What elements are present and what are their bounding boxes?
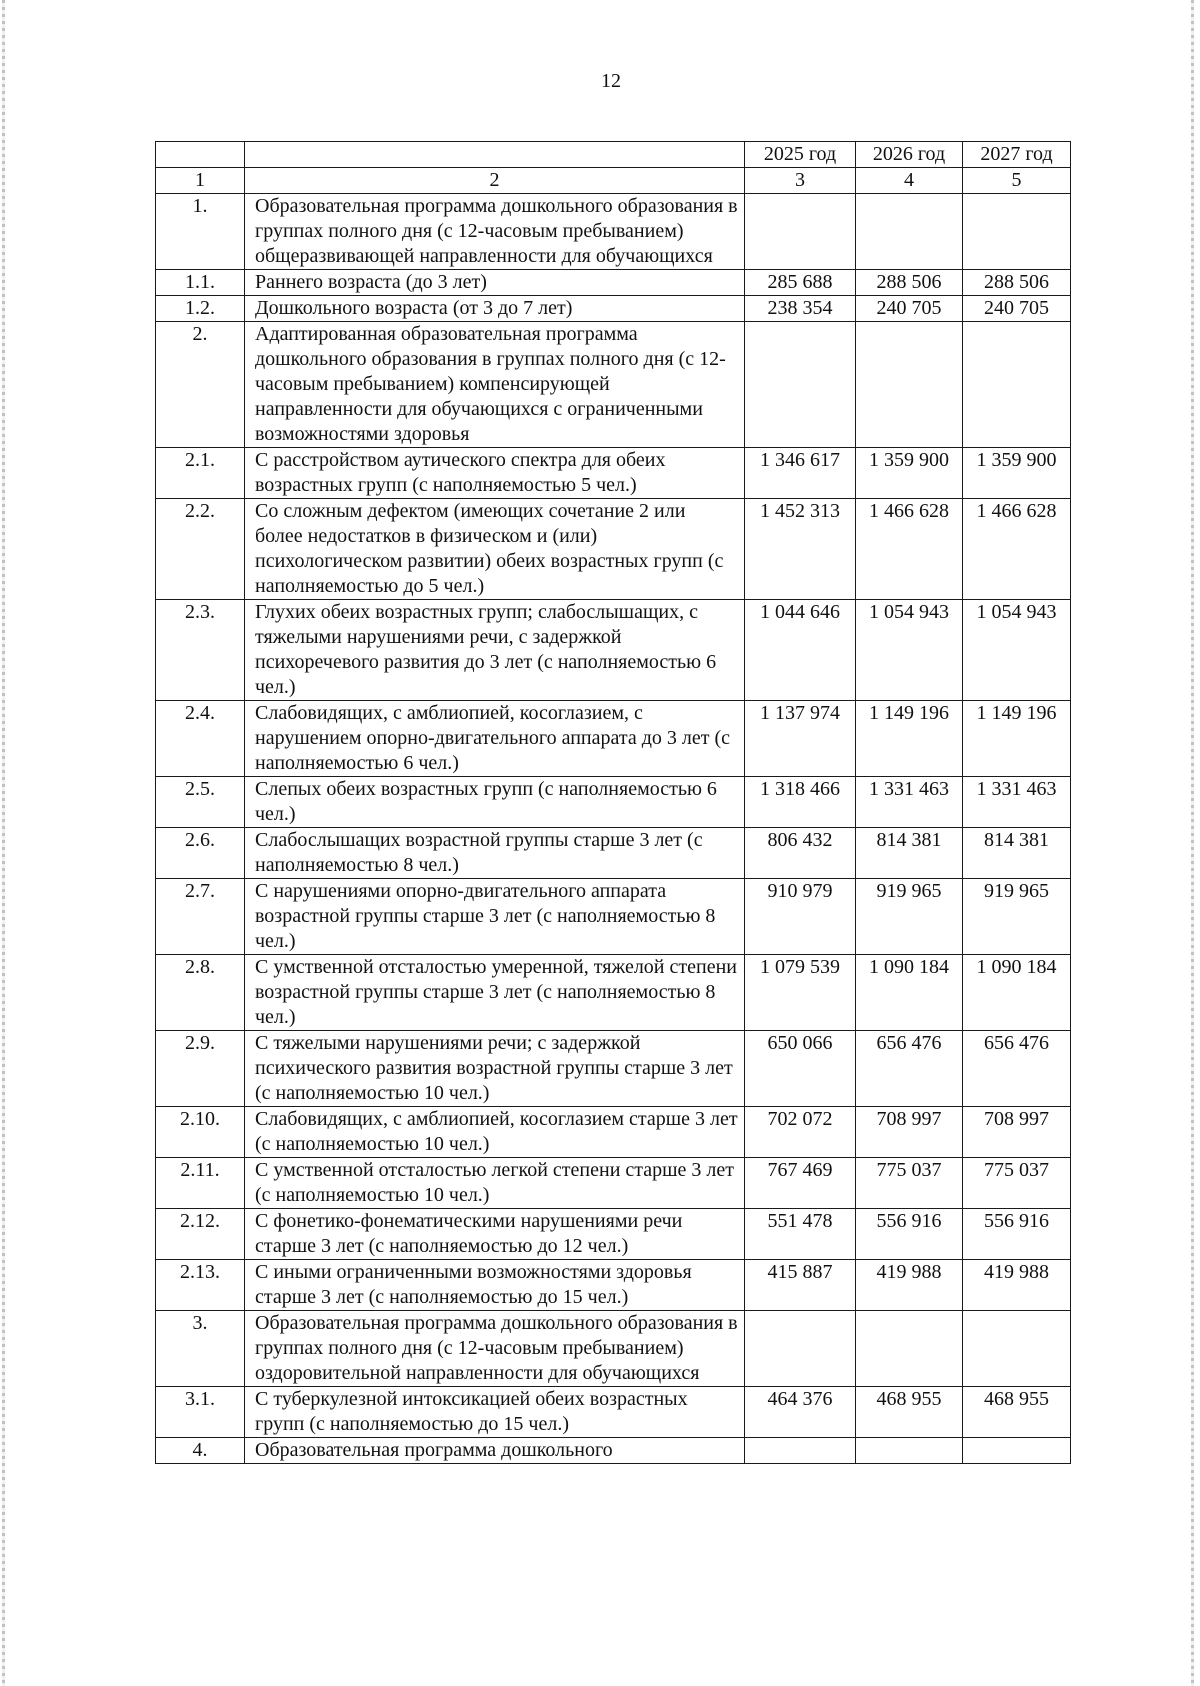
- row-value-2026: 1 466 628: [856, 499, 963, 600]
- row-description-cell: Образовательная программа дошкольного: [245, 1438, 745, 1464]
- row-description-cell: С фонетико-фонематическими нарушениями речи старше 3 лет (с наполняемостью до 12 чел.): [245, 1209, 745, 1260]
- row-value-2025: [745, 194, 856, 270]
- row-number-cell: 2.12.: [156, 1209, 245, 1260]
- row-value-2026: 708 997: [856, 1107, 963, 1158]
- row-description-cell: С нарушениями опорно-двигательного аппарата возрастной группы старше 3 лет (с наполняемостью 8 чел.): [245, 879, 745, 955]
- row-number-cell: 4.: [156, 1438, 245, 1464]
- row-number-cell: 2.3.: [156, 600, 245, 701]
- header-row: [156, 142, 1071, 168]
- row-value-2025: 1 318 466: [745, 777, 856, 828]
- row-number-cell: 2.13.: [156, 1260, 245, 1311]
- header-year-2027: 2027 год: [963, 142, 1071, 168]
- header-num-cell: [156, 142, 245, 168]
- table-row: [156, 955, 1071, 1031]
- row-value-2027: 708 997: [963, 1107, 1071, 1158]
- row-value-2026: 814 381: [856, 828, 963, 879]
- row-description-cell: С умственной отсталостью легкой степени старше 3 лет (с наполняемостью 10 чел.): [245, 1158, 745, 1209]
- row-value-2025: 1 346 617: [745, 448, 856, 499]
- row-value-2026: [856, 322, 963, 448]
- row-value-2025: 650 066: [745, 1031, 856, 1107]
- row-number-cell: 2.11.: [156, 1158, 245, 1209]
- table-body: [156, 142, 1071, 1464]
- column-number-4: 4: [856, 168, 963, 194]
- row-value-2025: 910 979: [745, 879, 856, 955]
- header-year-2025: 2025 год: [745, 142, 856, 168]
- row-value-2025: 702 072: [745, 1107, 856, 1158]
- row-number-cell: 2.1.: [156, 448, 245, 499]
- row-description-cell: С тяжелыми нарушениями речи; с задержкой психического развития возрастной группы старше 3 лет (с наполняемостью 10 чел.): [245, 1031, 745, 1107]
- row-number-cell: 3.1.: [156, 1387, 245, 1438]
- scan-edge-right: [1191, 0, 1194, 1686]
- row-value-2027: 240 705: [963, 296, 1071, 322]
- row-description-cell: С умственной отсталостью умеренной, тяжелой степени возрастной группы старше 3 лет (с наполняемостью 8 чел.): [245, 955, 745, 1031]
- table-row: [156, 1031, 1071, 1107]
- row-value-2027: 919 965: [963, 879, 1071, 955]
- row-value-2025: [745, 1311, 856, 1387]
- row-value-2027: 288 506: [963, 270, 1071, 296]
- row-value-2027: 814 381: [963, 828, 1071, 879]
- row-value-2026: 556 916: [856, 1209, 963, 1260]
- table-row: [156, 448, 1071, 499]
- row-value-2025: 464 376: [745, 1387, 856, 1438]
- row-value-2026: 775 037: [856, 1158, 963, 1209]
- row-description-cell: Слабослышащих возрастной группы старше 3 лет (с наполняемостью 8 чел.): [245, 828, 745, 879]
- table-row: [156, 270, 1071, 296]
- row-number-cell: 2.6.: [156, 828, 245, 879]
- header-year-2026: 2026 год: [856, 142, 963, 168]
- table-row: [156, 296, 1071, 322]
- row-description-cell: Глухих обеих возрастных групп; слабослышащих, с тяжелыми нарушениями речи, с задержкой психоречевого развития до 3 лет (с наполняемостью 6 чел.): [245, 600, 745, 701]
- row-description-cell: Адаптированная образовательная программа дошкольного образования в группах полного дня (с 12-часовым пребыванием) компенсирующей направленности для обучающихся с ограниченными возможностями здоровья: [245, 322, 745, 448]
- row-value-2027: [963, 1438, 1071, 1464]
- row-value-2025: 238 354: [745, 296, 856, 322]
- column-number-5: 5: [963, 168, 1071, 194]
- table-row: [156, 194, 1071, 270]
- row-value-2025: 285 688: [745, 270, 856, 296]
- table-row: [156, 701, 1071, 777]
- row-number-cell: 2.: [156, 322, 245, 448]
- table-row: [156, 828, 1071, 879]
- row-value-2026: [856, 194, 963, 270]
- row-value-2027: 468 955: [963, 1387, 1071, 1438]
- row-description-cell: Слабовидящих, с амблиопией, косоглазием, с нарушением опорно-двигательного аппарата до 3 лет (с наполняемостью 6 чел.): [245, 701, 745, 777]
- row-value-2026: 468 955: [856, 1387, 963, 1438]
- column-number-row: [156, 168, 1071, 194]
- row-value-2026: 656 476: [856, 1031, 963, 1107]
- row-value-2026: 288 506: [856, 270, 963, 296]
- table-row: [156, 879, 1071, 955]
- row-value-2025: 1 137 974: [745, 701, 856, 777]
- page-number: 12: [601, 70, 621, 92]
- row-value-2027: [963, 194, 1071, 270]
- row-description-cell: Образовательная программа дошкольного образования в группах полного дня (с 12-часовым пребыванием) оздоровительной направленности для обучающихся: [245, 1311, 745, 1387]
- row-number-cell: 2.7.: [156, 879, 245, 955]
- row-value-2027: [963, 322, 1071, 448]
- row-number-cell: 3.: [156, 1311, 245, 1387]
- row-value-2026: 419 988: [856, 1260, 963, 1311]
- row-description-cell: Дошкольного возраста (от 3 до 7 лет): [245, 296, 745, 322]
- table-row: [156, 600, 1071, 701]
- row-value-2025: 415 887: [745, 1260, 856, 1311]
- column-number-3: 3: [745, 168, 856, 194]
- row-value-2025: 1 452 313: [745, 499, 856, 600]
- table-row: [156, 1438, 1071, 1464]
- budget-table: [155, 141, 1071, 1464]
- row-value-2027: 1 090 184: [963, 955, 1071, 1031]
- table-row: [156, 499, 1071, 600]
- row-value-2026: 919 965: [856, 879, 963, 955]
- row-value-2025: [745, 1438, 856, 1464]
- row-value-2027: 1 149 196: [963, 701, 1071, 777]
- row-value-2025: 767 469: [745, 1158, 856, 1209]
- row-value-2026: [856, 1311, 963, 1387]
- row-value-2025: 1 079 539: [745, 955, 856, 1031]
- table-row: [156, 777, 1071, 828]
- row-number-cell: 2.10.: [156, 1107, 245, 1158]
- row-value-2026: [856, 1438, 963, 1464]
- row-value-2025: 806 432: [745, 828, 856, 879]
- table-row: [156, 322, 1071, 448]
- row-number-cell: 2.4.: [156, 701, 245, 777]
- row-number-cell: 2.8.: [156, 955, 245, 1031]
- column-number-2: 2: [245, 168, 745, 194]
- row-value-2027: 1 331 463: [963, 777, 1071, 828]
- row-value-2027: 556 916: [963, 1209, 1071, 1260]
- row-number-cell: 2.5.: [156, 777, 245, 828]
- row-value-2027: 419 988: [963, 1260, 1071, 1311]
- row-description-cell: С туберкулезной интоксикацией обеих возрастных групп (с наполняемостью до 15 чел.): [245, 1387, 745, 1438]
- row-description-cell: Раннего возраста (до 3 лет): [245, 270, 745, 296]
- row-description-cell: С расстройством аутического спектра для обеих возрастных групп (с наполняемостью 5 чел.): [245, 448, 745, 499]
- row-value-2025: 1 044 646: [745, 600, 856, 701]
- table-row: [156, 1209, 1071, 1260]
- table-row: [156, 1158, 1071, 1209]
- row-value-2026: 1 054 943: [856, 600, 963, 701]
- scan-edge-left: [2, 0, 5, 1686]
- row-number-cell: 1.2.: [156, 296, 245, 322]
- row-number-cell: 2.9.: [156, 1031, 245, 1107]
- table-row: [156, 1260, 1071, 1311]
- row-value-2027: 775 037: [963, 1158, 1071, 1209]
- row-number-cell: 1.: [156, 194, 245, 270]
- row-description-cell: Слепых обеих возрастных групп (с наполняемостью 6 чел.): [245, 777, 745, 828]
- row-description-cell: Образовательная программа дошкольного образования в группах полного дня (с 12-часовым пребыванием) общеразвивающей направленности для обучающихся: [245, 194, 745, 270]
- table-row: [156, 1387, 1071, 1438]
- table-row: [156, 1107, 1071, 1158]
- row-description-cell: Слабовидящих, с амблиопией, косоглазием старше 3 лет (с наполняемостью 10 чел.): [245, 1107, 745, 1158]
- column-number-1: 1: [156, 168, 245, 194]
- row-value-2026: 1 359 900: [856, 448, 963, 499]
- row-value-2026: 1 149 196: [856, 701, 963, 777]
- row-value-2026: 1 331 463: [856, 777, 963, 828]
- header-desc-cell: [245, 142, 745, 168]
- row-value-2025: 551 478: [745, 1209, 856, 1260]
- row-description-cell: С иными ограниченными возможностями здоровья старше 3 лет (с наполняемостью до 15 чел.): [245, 1260, 745, 1311]
- row-value-2027: 656 476: [963, 1031, 1071, 1107]
- row-value-2025: [745, 322, 856, 448]
- row-value-2026: 1 090 184: [856, 955, 963, 1031]
- row-number-cell: 1.1.: [156, 270, 245, 296]
- row-value-2027: 1 359 900: [963, 448, 1071, 499]
- row-number-cell: 2.2.: [156, 499, 245, 600]
- row-description-cell: Со сложным дефектом (имеющих сочетание 2 или более недостатков в физическом и (или) психологическом развитии) обеих возрастных групп (с наполняемостью до 5 чел.): [245, 499, 745, 600]
- row-value-2027: 1 054 943: [963, 600, 1071, 701]
- row-value-2026: 240 705: [856, 296, 963, 322]
- row-value-2027: 1 466 628: [963, 499, 1071, 600]
- table-row: [156, 1311, 1071, 1387]
- row-value-2027: [963, 1311, 1071, 1387]
